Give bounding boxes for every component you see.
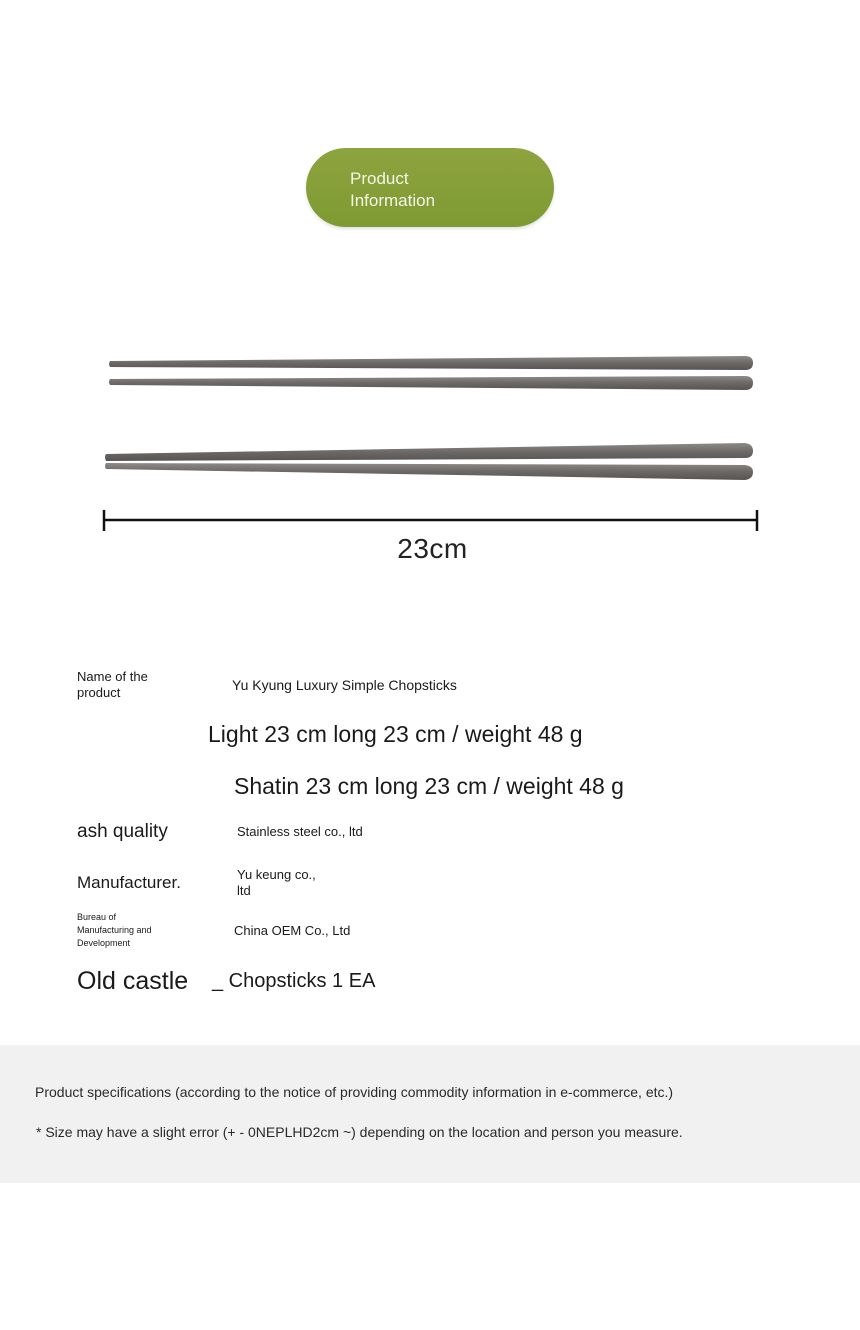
size-error-note: * Size may have a slight error (+ - 0NEPLHD2cm ~) depending on the location and person you measure.	[36, 1124, 683, 1140]
badge-line-2: Information	[350, 191, 436, 210]
variant-shatin: Shatin 23 cm long 23 cm / weight 48 g	[234, 773, 624, 799]
specs-note: Product specifications (according to the notice of providing commodity information in e-commerce, etc.)	[35, 1084, 674, 1100]
chopstick-3	[105, 443, 753, 461]
product-name-label: Name of the product	[77, 669, 148, 700]
chopstick-2	[109, 376, 753, 390]
quality-value: Stainless steel co., ltd	[237, 824, 363, 839]
length-label: 23cm	[397, 533, 468, 564]
castle-value: _ Chopsticks 1 EA	[212, 970, 376, 992]
badge-text	[350, 168, 500, 212]
quality-label: ash quality	[77, 821, 168, 842]
product-information-badge	[306, 148, 554, 227]
product-name-value: Yu Kyung Luxury Simple Chopsticks	[232, 677, 457, 693]
variant-light: Light 23 cm long 23 cm / weight 48 g	[208, 721, 583, 747]
chopstick-4	[105, 463, 753, 480]
footer-notes	[0, 1045, 860, 1183]
manufacturer-value: Yu keung co., ltd	[237, 867, 316, 898]
chopstick-1	[109, 356, 753, 370]
castle-label: Old castle	[77, 967, 189, 995]
badge-line-1: Product	[350, 169, 409, 188]
bureau-label: Bureau of Manufacturing and Development	[77, 912, 152, 948]
manufacturer-label: Manufacturer.	[77, 873, 181, 892]
bureau-value: China OEM Co., Ltd	[234, 923, 351, 938]
